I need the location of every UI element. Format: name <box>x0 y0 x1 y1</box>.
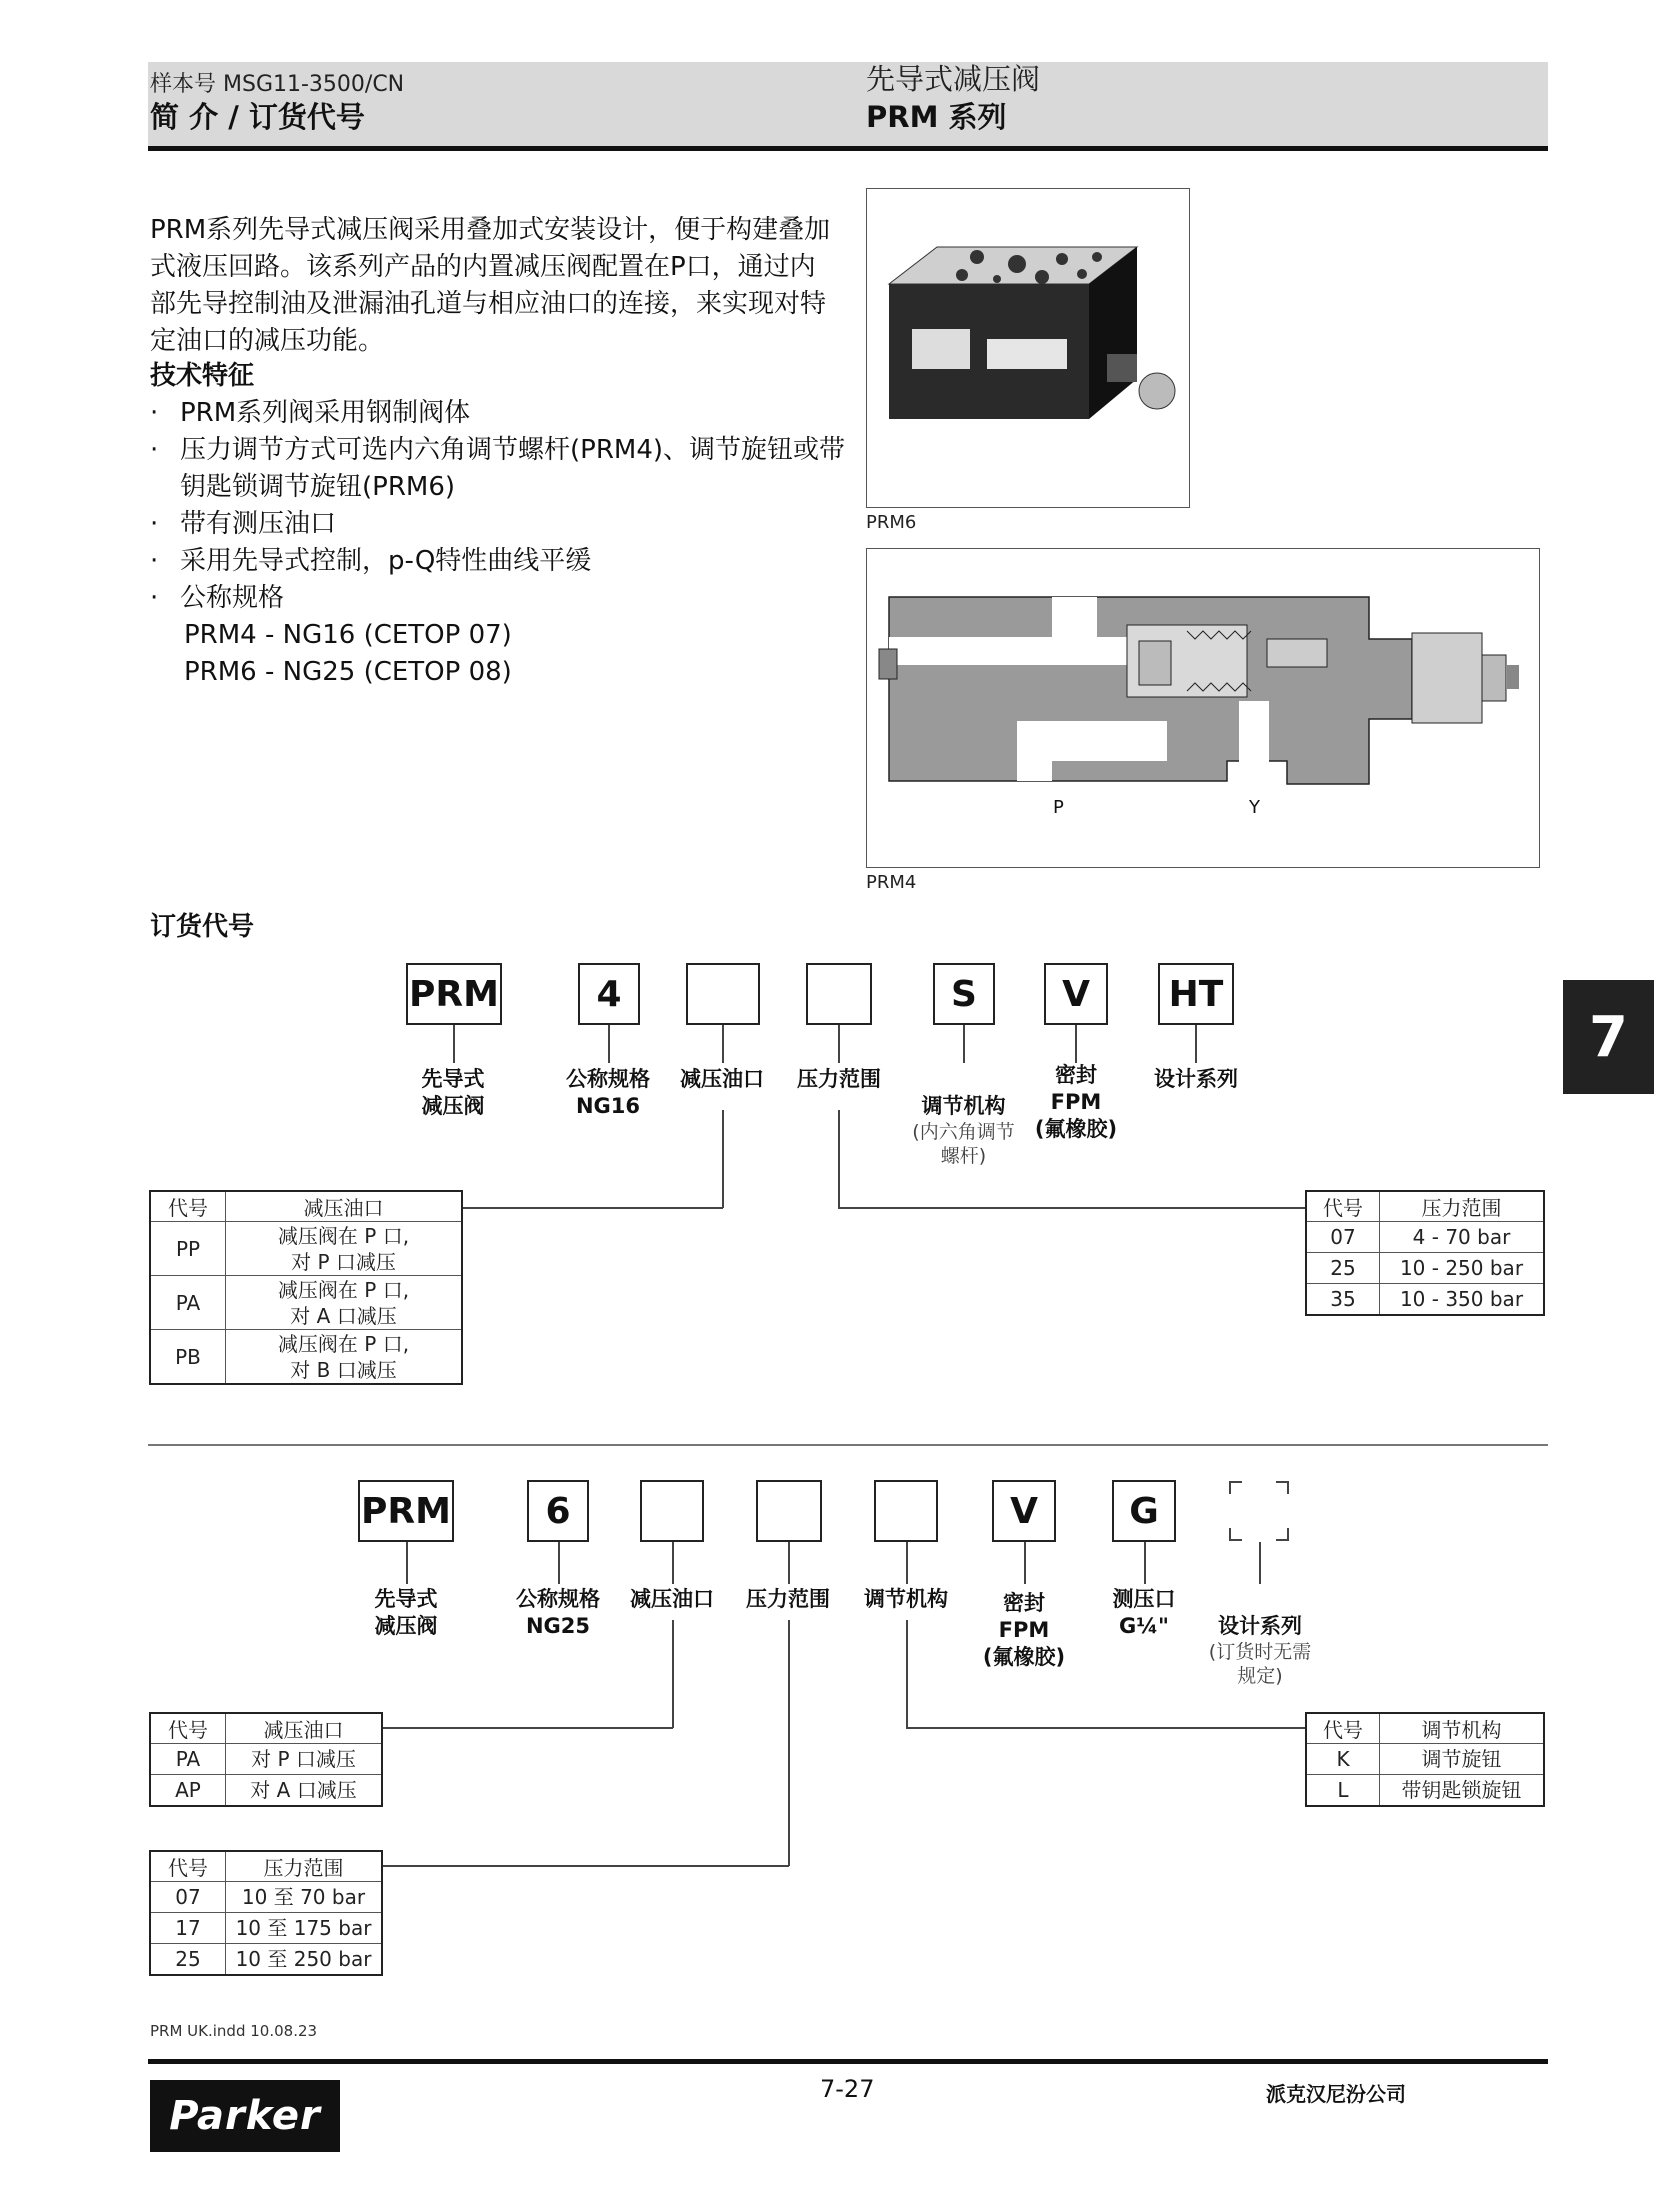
connector <box>788 1542 790 1584</box>
table-cell: 35 <box>1306 1284 1380 1316</box>
label-port: 减压油口 <box>680 1067 764 1091</box>
label-design: 设计系列 <box>1154 1067 1238 1091</box>
series-title: PRM 系列 <box>866 100 1007 134</box>
col-header: 减压油口 <box>226 1191 463 1222</box>
table-cell: 减压阀在 P 口, 对 A 口减压 <box>226 1276 463 1330</box>
leader-line <box>788 1620 790 1866</box>
connector <box>1259 1542 1261 1584</box>
label-size: 公称规格 NG16 <box>566 1067 650 1118</box>
table-cell: 带钥匙锁旋钮 <box>1380 1775 1545 1807</box>
col-header: 压力范围 <box>1380 1191 1545 1222</box>
col-header: 代号 <box>1306 1191 1380 1222</box>
section-drawing <box>866 548 1540 868</box>
section-separator <box>148 1444 1548 1446</box>
product-photo <box>866 188 1190 508</box>
label-pressure: 压力范围 <box>746 1587 830 1611</box>
connector <box>1144 1542 1146 1584</box>
features-heading: 技术特征 <box>150 361 255 391</box>
feature-item: · 采用先导式控制，p-Q特性曲线平缓 <box>150 543 850 580</box>
connector <box>1195 1025 1197 1063</box>
sample-number: 样本号 MSG11-3500/CN <box>150 72 405 97</box>
leader-line <box>906 1620 908 1728</box>
label-size: 公称规格 NG25 <box>516 1587 600 1638</box>
features-list <box>150 395 850 691</box>
label-adjust: 调节机构 <box>864 1587 948 1611</box>
logo-text: Parker <box>169 2093 321 2139</box>
col-header: 代号 <box>150 1713 226 1744</box>
table-cell: AP <box>150 1775 226 1807</box>
feature-item: · 带有测压油口 <box>150 506 850 543</box>
valve-section-illustration <box>867 549 1539 867</box>
col-header: 减压油口 <box>226 1713 383 1744</box>
table-cell: 对 P 口减压 <box>226 1744 383 1775</box>
leader-line <box>462 1207 723 1209</box>
section-caption: PRM4 <box>866 872 917 893</box>
prm6-pressure-table <box>149 1850 383 1976</box>
code-box-design-dashed <box>1228 1480 1290 1542</box>
code-box-pressure <box>756 1480 822 1542</box>
label-gauge-port: 测压口 G¼" <box>1112 1587 1176 1638</box>
label-adjust-note: (内六角调节 螺杆) <box>912 1121 1015 1167</box>
leader-line <box>382 1727 673 1729</box>
code-box-series: PRM <box>406 963 502 1025</box>
label-adjust-text: 调节机构 <box>921 1094 1006 1118</box>
company-name: 派克汉尼汾公司 <box>1266 2082 1406 2106</box>
code-box-gauge: G <box>1112 1480 1176 1542</box>
connector <box>722 1025 724 1063</box>
table-cell: 减压阀在 P 口, 对 P 口减压 <box>226 1222 463 1276</box>
label-design-note: (订货时无需 规定) <box>1208 1641 1312 1687</box>
leader-line <box>838 1207 1306 1209</box>
table-cell: K <box>1306 1744 1380 1775</box>
port-p-label: P <box>1053 797 1064 818</box>
table-cell: PB <box>150 1330 226 1385</box>
code-box-port <box>686 963 760 1025</box>
dashed-corners-icon <box>1228 1480 1290 1542</box>
connector <box>672 1542 674 1584</box>
connector <box>963 1025 965 1063</box>
table-cell: 10 至 250 bar <box>226 1944 383 1976</box>
label-series: 先导式 减压阀 <box>421 1067 485 1118</box>
size-item: PRM6 - NG25 (CETOP 08) <box>184 657 512 687</box>
prm6-adjust-table <box>1305 1712 1545 1807</box>
table-cell: 10 - 250 bar <box>1380 1253 1545 1284</box>
leader-line <box>382 1865 789 1867</box>
table-cell: 07 <box>1306 1222 1380 1253</box>
col-header: 代号 <box>150 1191 226 1222</box>
table-cell: 4 - 70 bar <box>1380 1222 1545 1253</box>
footer-rule <box>148 2059 1548 2064</box>
table-cell: 10 - 350 bar <box>1380 1284 1545 1316</box>
leader-line <box>722 1110 724 1208</box>
intro-paragraph: PRM系列先导式减压阀采用叠加式安装设计，便于构建叠加式液压回路。该系列产品的内置减压阀配置在P口，通过内部先导控制油及泄漏油孔道与相应油口的连接，来实现对特定油口的减压功能。 <box>150 215 831 356</box>
prm6-port-table <box>149 1712 383 1807</box>
connector <box>1024 1542 1026 1584</box>
parker-logo <box>150 2080 340 2152</box>
port-y-label: Y <box>1249 797 1260 818</box>
order-code-heading: 订货代号 <box>150 912 255 942</box>
connector <box>453 1025 455 1063</box>
code-box-adjust <box>874 1480 938 1542</box>
leader-line <box>906 1727 1306 1729</box>
table-cell: 减压阀在 P 口, 对 B 口减压 <box>226 1330 463 1385</box>
feature-item: · PRM系列阀采用钢制阀体 <box>150 395 850 432</box>
table-cell: 调节旋钮 <box>1380 1744 1545 1775</box>
connector <box>838 1025 840 1063</box>
label-series: 先导式 减压阀 <box>374 1587 438 1638</box>
code-box-size: 4 <box>578 963 640 1025</box>
code-box-seal: V <box>1044 963 1108 1025</box>
feature-item: · 压力调节方式可选内六角调节螺杆(PRM4)、调节旋钮或带钥匙锁调节旋钮(PRM6) <box>150 432 850 506</box>
table-cell: 10 至 175 bar <box>226 1913 383 1944</box>
page-number: 7-27 <box>820 2075 875 2103</box>
code-box-design: HT <box>1158 963 1234 1025</box>
header-rule <box>148 146 1548 151</box>
col-header: 压力范围 <box>226 1851 383 1882</box>
connector <box>406 1542 408 1584</box>
code-box-pressure <box>806 963 872 1025</box>
code-box-seal: V <box>992 1480 1056 1542</box>
label-design-text: 设计系列 <box>1218 1614 1302 1638</box>
label-port: 减压油口 <box>630 1587 714 1611</box>
code-box-port <box>640 1480 704 1542</box>
photo-caption: PRM6 <box>866 512 917 533</box>
table-cell: PA <box>150 1744 226 1775</box>
size-item: PRM4 - NG16 (CETOP 07) <box>184 620 512 650</box>
label-design <box>1196 1586 1324 1715</box>
code-box-size: 6 <box>527 1480 589 1542</box>
table-cell: PP <box>150 1222 226 1276</box>
table-cell: PA <box>150 1276 226 1330</box>
connector <box>608 1025 610 1063</box>
code-box-series: PRM <box>358 1480 454 1542</box>
leader-line <box>838 1110 840 1208</box>
table-cell: 25 <box>150 1944 226 1976</box>
code-box-adjust: S <box>933 963 995 1025</box>
file-info: PRM UK.indd 10.08.23 <box>150 2022 318 2040</box>
feature-item: · 公称规格 <box>150 580 850 617</box>
prm4-pressure-table <box>1305 1190 1545 1316</box>
section-title: 简 介 / 订货代号 <box>150 100 365 134</box>
connector <box>906 1542 908 1584</box>
label-seal: 密封 FPM (氟橡胶) <box>1034 1063 1118 1141</box>
table-cell: 对 A 口减压 <box>226 1775 383 1807</box>
label-adjust <box>896 1066 1031 1195</box>
table-cell: 07 <box>150 1882 226 1913</box>
valve-photo-illustration <box>867 189 1189 507</box>
chapter-tab: 7 <box>1563 980 1654 1094</box>
prm4-port-table <box>149 1190 463 1385</box>
leader-line <box>672 1620 674 1728</box>
table-cell: 25 <box>1306 1253 1380 1284</box>
label-seal: 密封 FPM (氟橡胶) <box>982 1591 1066 1669</box>
connector <box>558 1542 560 1584</box>
product-title: 先导式减压阀 <box>866 62 1041 96</box>
table-cell: 10 至 70 bar <box>226 1882 383 1913</box>
col-header: 代号 <box>1306 1713 1380 1744</box>
table-cell: 17 <box>150 1913 226 1944</box>
col-header: 调节机构 <box>1380 1713 1545 1744</box>
connector <box>1075 1025 1077 1063</box>
table-cell: L <box>1306 1775 1380 1807</box>
col-header: 代号 <box>150 1851 226 1882</box>
label-pressure: 压力范围 <box>797 1067 881 1091</box>
